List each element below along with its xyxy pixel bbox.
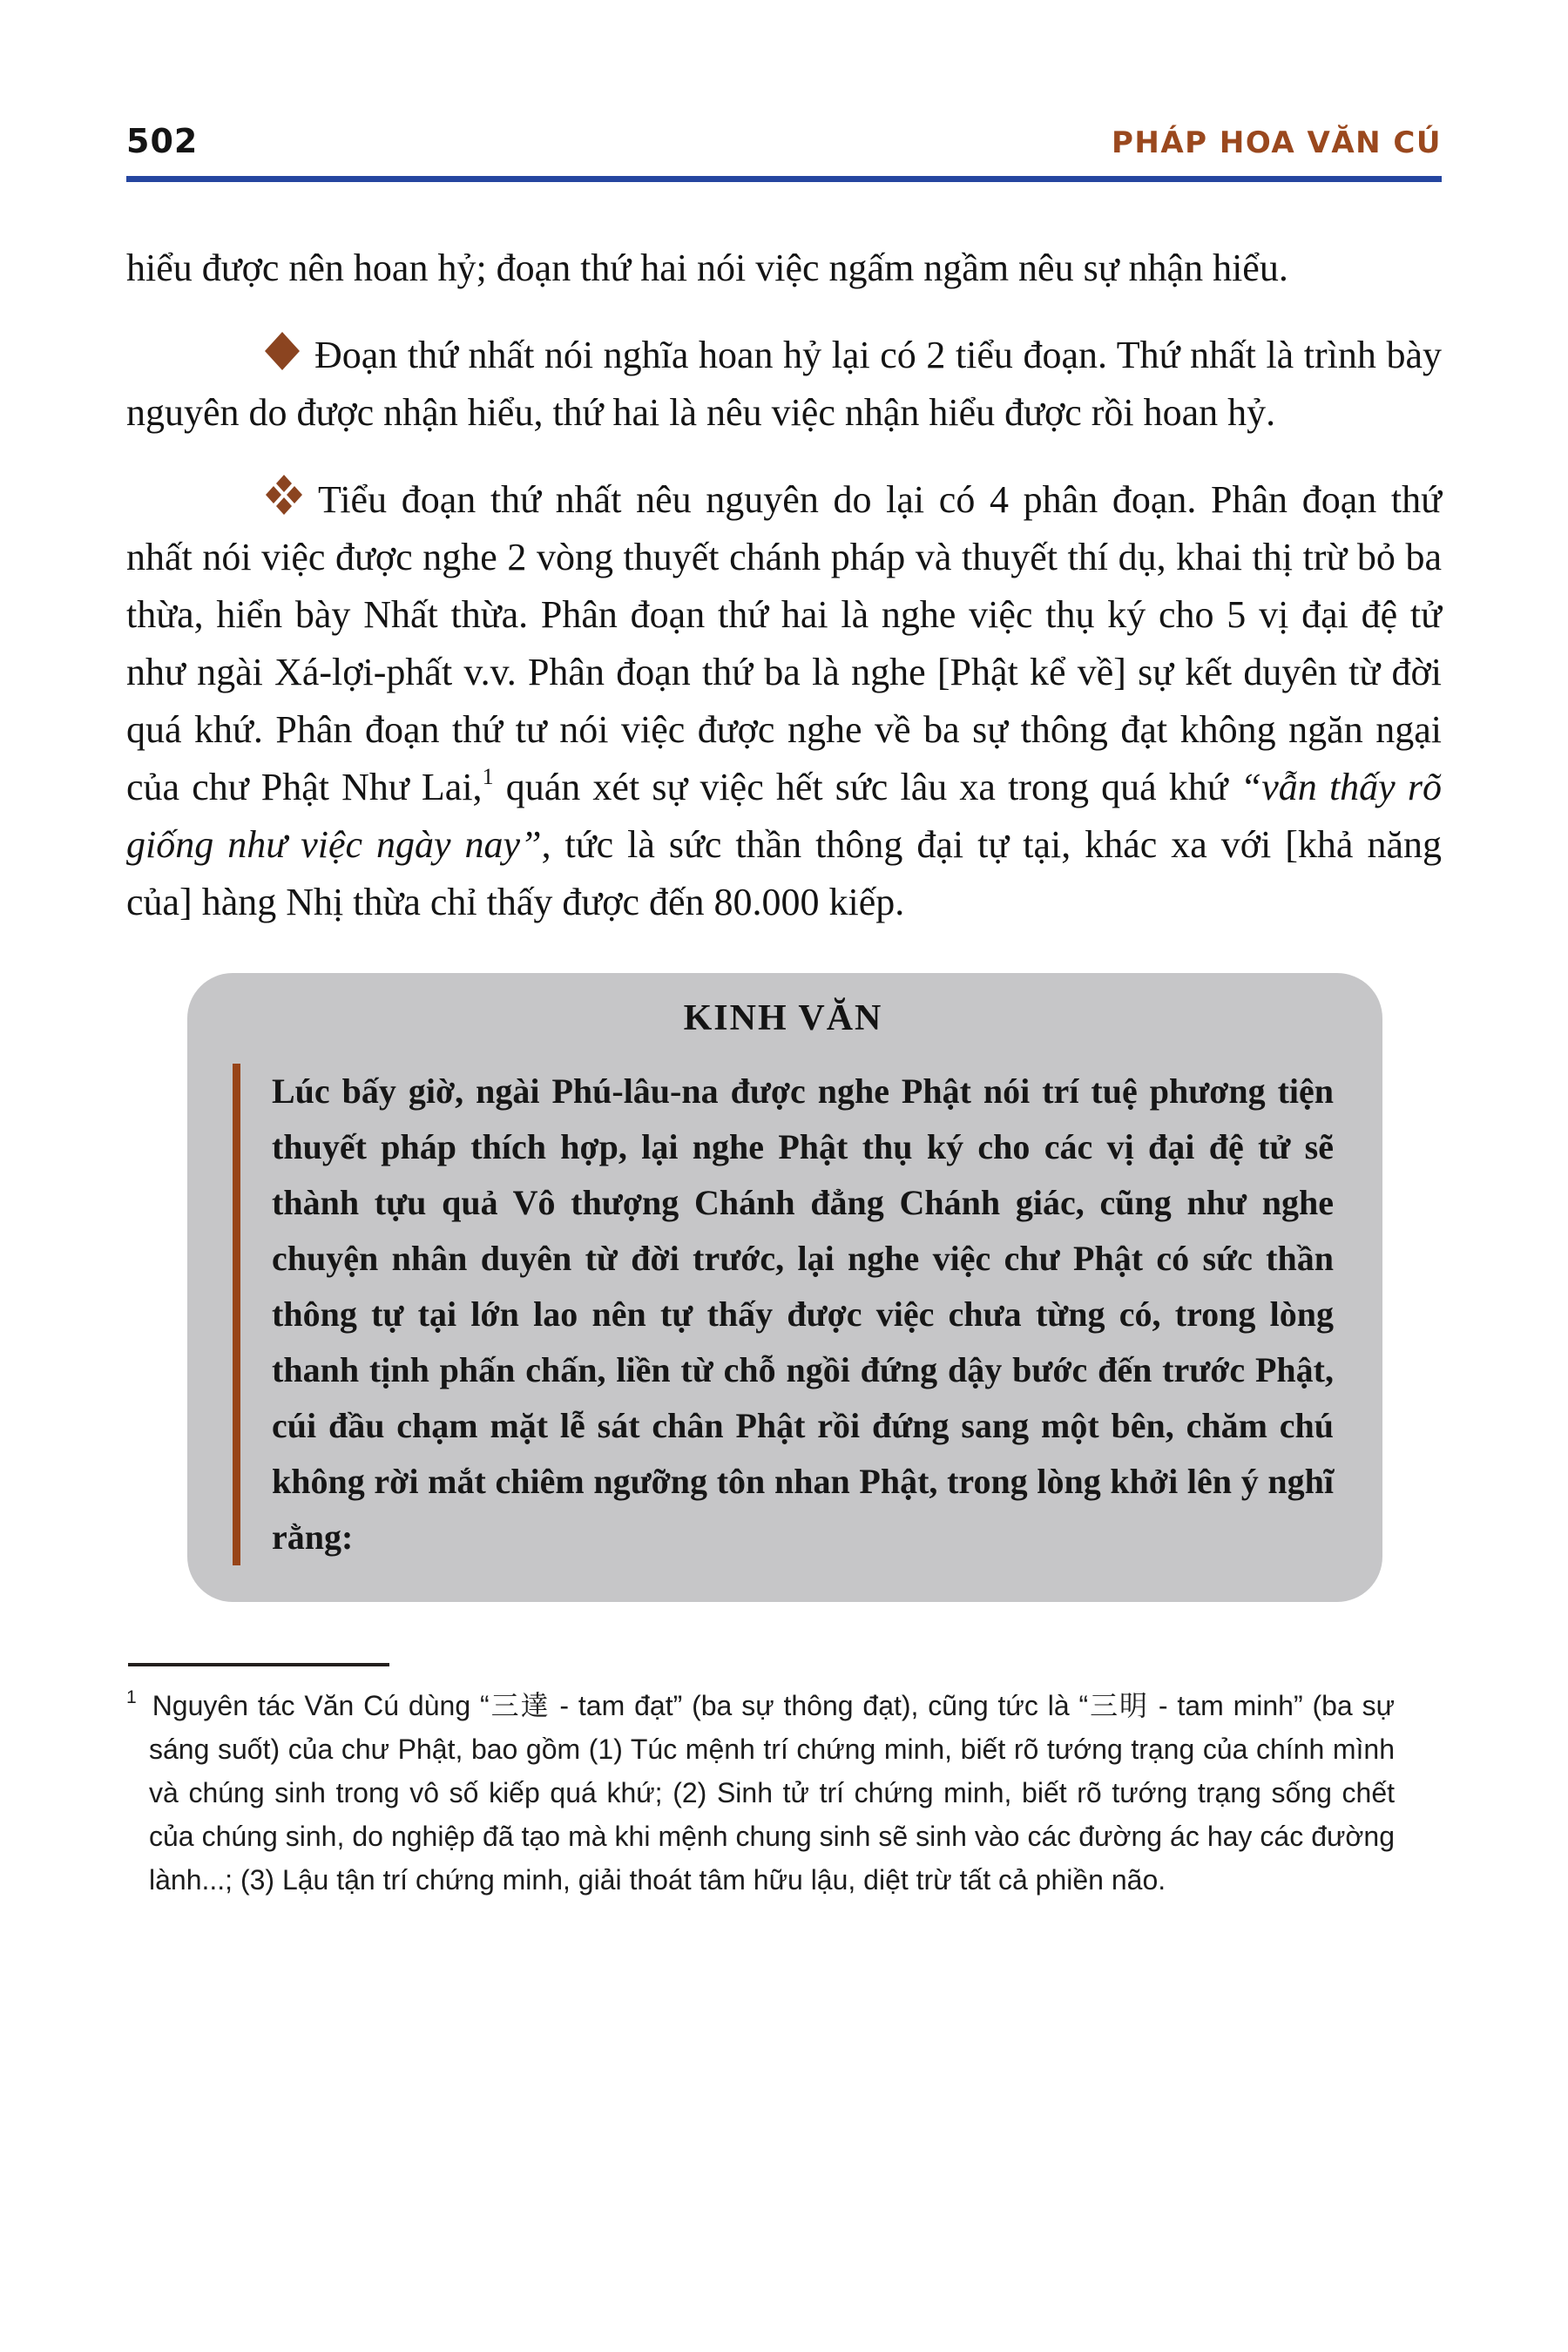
kinh-van-title: KINH VĂN bbox=[683, 998, 883, 1038]
footnote bbox=[126, 1684, 1395, 1902]
body-paragraph bbox=[126, 327, 1442, 442]
body-text bbox=[126, 240, 1442, 931]
kinh-van-body bbox=[233, 1064, 1334, 1565]
diamond-bullet-icon bbox=[264, 331, 301, 371]
footnote-separator bbox=[128, 1663, 389, 1666]
kinh-van-box bbox=[187, 973, 1382, 1602]
body-paragraph bbox=[126, 471, 1442, 931]
footnote-text: Nguyên tác Văn Cú dùng “三達 - tam đạt” (ba sự thông đạt), cũng tức là “三明 - tam minh” (ba sự sáng suốt) của chư Phật, bao gồm (1) Túc mệnh trí chứng minh, biết rõ tướng trạng của chính mình và chúng sinh trong vô số kiếp quá khứ; (2) Sinh tử trí chứng minh, biết rõ tướng trạng sống chết của chúng sinh, do nghiệp đã tạo mà khi mệnh chung sinh sẽ sinh vào các đường ác hay các đường lành...; (3) Lậu tận trí chứng minh, giải thoát tâm hữu lậu, diệt trừ tất cả phiền não. bbox=[149, 1690, 1395, 1896]
footnote-marker: 1 bbox=[126, 1687, 137, 1707]
page-number: 502 bbox=[126, 122, 199, 160]
kinh-van-text: Lúc bấy giờ, ngài Phú-lâu-na được nghe Phật nói trí tuệ phương tiện thuyết pháp thích hợp, lại nghe Phật thụ ký cho các vị đại đệ tử sẽ thành tựu quả Vô thượng Chánh đẳng Chánh giác, cũng như nghe chuyện nhân duyên từ đời trước, lại nghe việc chư Phật có sức thần thông tự tại lớn lao nên tự thấy được việc chưa từng có, trong lòng thanh tịnh phấn chấn, liền từ chỗ ngồi đứng dậy bước đến trước Phật, cúi đầu chạm mặt lễ sát chân Phật rồi đứng sang một bên, chăm chú không rời mắt chiêm ngưỡng tôn nhan Phật, trong lòng khởi lên ý nghĩ rằng: bbox=[272, 1071, 1334, 1557]
paragraph-text: quán xét sự việc hết sức lâu xa trong quá khứ bbox=[493, 766, 1240, 808]
four-diamond-bullet-icon bbox=[264, 474, 304, 516]
header-rule bbox=[126, 176, 1442, 182]
paragraph-text: Đoạn thứ nhất nói nghĩa hoan hỷ lại có 2 tiểu đoạn. Thứ nhất là trình bày nguyên do được nhận hiểu, thứ hai là nêu việc nhận hiểu được rồi hoan hỷ. bbox=[126, 334, 1442, 434]
body-paragraph bbox=[126, 240, 1442, 297]
footnote-area bbox=[126, 1663, 1442, 1902]
quoted-scripture-phrase: “vẫn thấy rõ giống như việc ngày nay” bbox=[126, 766, 1442, 866]
footnote-reference: 1 bbox=[482, 764, 494, 789]
quote-left-bar bbox=[233, 1064, 240, 1565]
running-head-title: PHÁP HOA VĂN CÚ bbox=[1111, 125, 1442, 160]
paragraph-text: hiểu được nên hoan hỷ; đoạn thứ hai nói việc ngấm ngầm nêu sự nhận hiểu. bbox=[126, 247, 1288, 289]
paragraph-text: , tức là sức thần thông đại tự tại, khác xa với [khả năng của] hàng Nhị thừa chỉ thấy được đến 80.000 kiếp. bbox=[126, 823, 1442, 923]
paragraph-text: Tiểu đoạn thứ nhất nêu nguyên do lại có 4 phân đoạn. Phân đoạn thứ nhất nói việc được nghe 2 vòng thuyết chánh pháp và thuyết thí dụ, khai thị trừ bỏ ba thừa, hiển bày Nhất thừa. Phân đoạn thứ hai là nghe việc thụ ký cho 5 vị đại đệ tử như ngài Xá-lợi-phất v.v. Phân đoạn thứ ba là nghe [Phật kể về] sự kết duyên từ đời quá khứ. Phân đoạn thứ tư nói việc được nghe về ba sự thông đạt không ngăn ngại của chư Phật Như Lai, bbox=[126, 478, 1442, 808]
page-header bbox=[126, 122, 1442, 160]
